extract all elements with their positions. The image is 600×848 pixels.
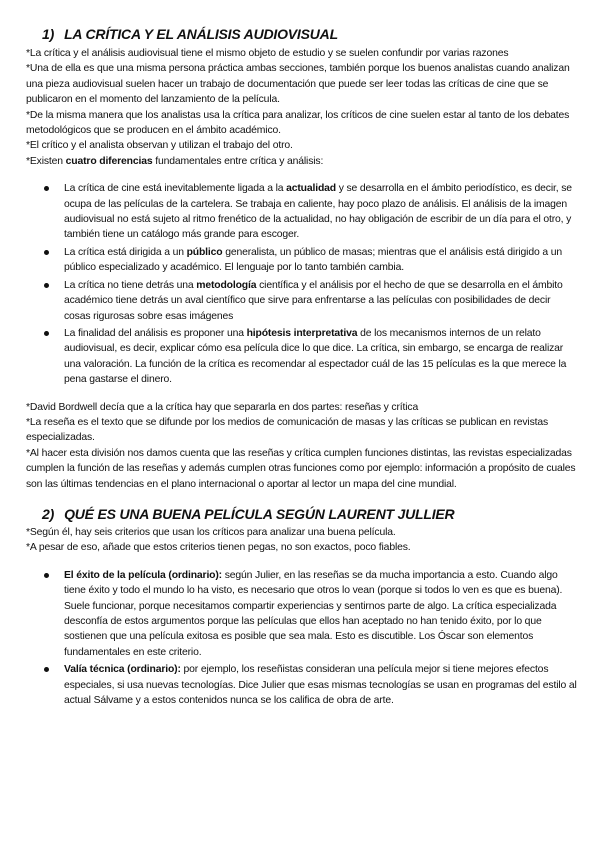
s2-intro-paragraph: *A pesar de eso, añade que estos criterios tienen pegas, no son exactos, poco fiables.	[26, 542, 411, 554]
s2-criteria-list	[26, 568, 578, 709]
s1-differences-list	[26, 181, 578, 387]
bold-text: cuatro diferencias	[65, 155, 153, 167]
bullet-icon	[44, 283, 49, 288]
text-run: según Julier, en las reseñas se da mucha importancia a esto. Cuando algo tiene éxito y todo el mundo lo ha visto, es necesario que otros lo vean (porque si todos lo ven es que es buena). Suele funcionar, porque necesitamos compartir experiencias y sentirnos parte de algo. La crítica especializada desconfía de estos argumentos porque las películas que ellos han aceptado no han tenido éxito, por lo que sostienen que una película exitosa es posible que sea mala. Esto es discutible. Los Óscar son elementos fundamentales en este criterio.	[64, 569, 563, 658]
section-2-number: 2)	[42, 505, 55, 522]
text-run: de los mecanismos internos de un relato audiovisual, es decir, explicar cómo esa película dice lo que dice. La crítica, sin embargo, se encarga de realizar una valoración. La función de la crítica es recomendar al espectador cuál de las 15 películas es la que merece la pena gastarse el dinero.	[64, 327, 567, 386]
text-run: científica y el análisis por el hecho de que se desarrolla en el ámbito académico tiene detrás un aval científico que sirve para enfrentarse a las películas con posibilidades de decir cosas rigurosas sobre esas imágenes	[64, 279, 563, 322]
section-2-heading	[42, 506, 578, 522]
bold-text: metodología	[196, 279, 257, 291]
s1-intro-paragraph: *Una de ella es que una misma persona práctica ambas secciones, también porque los buenos analistas cuando analizan una pieza audiovisual suelen hacer un trabajo de documentación que puede ser leer todas las críticas de cine que se publicaron en el momento del lanzamiento de la película.	[26, 63, 570, 106]
bold-text: hipótesis interpretativa	[246, 327, 358, 339]
list-item	[26, 245, 578, 276]
text-run: generalista, un público de masas; mientras que el análisis está dirigido a un público especializado y académico. El lenguaje por lo tanto también cambia.	[64, 246, 562, 274]
s1-intro-paragraph: *El crítico y el analista observan y utilizan el trabajo del otro.	[26, 140, 293, 152]
bold-text: público	[186, 246, 223, 258]
list-item	[26, 278, 578, 324]
bullet-icon	[44, 186, 49, 191]
s1-outro-paragraph: *Al hacer esta división nos damos cuenta que las reseñas y crítica cumplen funciones distintas, las revistas especializadas cumplen la función de las reseñas y además cumplen otras funciones como por ejemplo: información a propósito de cuales son las últimas tendencias en el plano internacional o aportar al lector un mapa del cine mundial.	[26, 447, 576, 490]
section-1-title: LA CRÍTICA Y EL ANÁLISIS AUDIOVISUAL	[64, 26, 338, 42]
section-2-title: QUÉ ES UNA BUENA PELÍCULA SEGÚN LAURENT JULLIER	[64, 505, 455, 522]
bullet-icon	[44, 667, 49, 672]
s1-intro-paragraph: *De la misma manera que los analistas usa la crítica para analizar, los críticos de cine suelen estar al tanto de los debates metodológicos que se producen en el ámbito académico.	[26, 109, 570, 137]
s1-intro-paragraph: *La crítica y el análisis audiovisual tiene el mismo objeto de estudio y se suelen confundir por varias razones	[26, 48, 509, 59]
bullet-icon	[44, 250, 49, 255]
list-item	[26, 326, 578, 388]
text-run: La finalidad del análisis es proponer una	[64, 327, 247, 339]
text-run: La crítica de cine está inevitablemente ligada a la	[64, 183, 287, 195]
text-run: y se desarrolla en el ámbito periodístico, es decir, se ocupa de las películas de la cartelera. Se trabaja en caliente, hay poco plazo de análisis. El análisis de la imagen audiovisual no está sujeto al ritmo frenético de la actualidad, no hay obligación de escribir de un día para el otro, y también tiene un catálogo más grande para escoger.	[64, 183, 572, 241]
s1-differences-line	[26, 154, 578, 169]
bullet-icon	[44, 573, 49, 578]
s1-outro-paragraph: *La reseña es el texto que se difunde por los medios de comunicación de masas y las críticas se publican en revistas especializadas.	[26, 416, 549, 444]
s2-intro-paragraph: *Según él, hay seis criterios que usan los críticos para analizar una buena película.	[26, 526, 396, 538]
text-run: fundamentales entre crítica y análisis:	[152, 155, 324, 167]
text-run: La crítica está dirigida a un	[64, 246, 187, 258]
list-item	[26, 181, 578, 243]
section-1-heading	[42, 26, 578, 42]
s1-outro-paragraph: *David Bordwell decía que a la crítica hay que separarla en dos partes: reseñas y crítica	[26, 401, 419, 413]
text-run: por ejemplo, los reseñistas consideran una película mejor si tiene mejores efectos especiales, si usa nuevas tecnologías. Dice Julier que esas mismas tecnologías se usan en programas del estilo al actual Sálvame y a estos contenidos nunca se los califica de obra de arte.	[64, 664, 577, 707]
section-1-number: 1)	[42, 26, 55, 42]
bold-text: El éxito de la película (ordinario):	[64, 569, 222, 581]
list-item	[26, 662, 578, 708]
text-run: La crítica no tiene detrás una	[64, 279, 197, 291]
bullet-icon	[44, 331, 49, 336]
bold-text: actualidad	[286, 183, 336, 195]
text-run: *Existen	[26, 155, 66, 167]
bold-text: Valía técnica (ordinario):	[64, 664, 181, 676]
list-item	[26, 568, 578, 660]
